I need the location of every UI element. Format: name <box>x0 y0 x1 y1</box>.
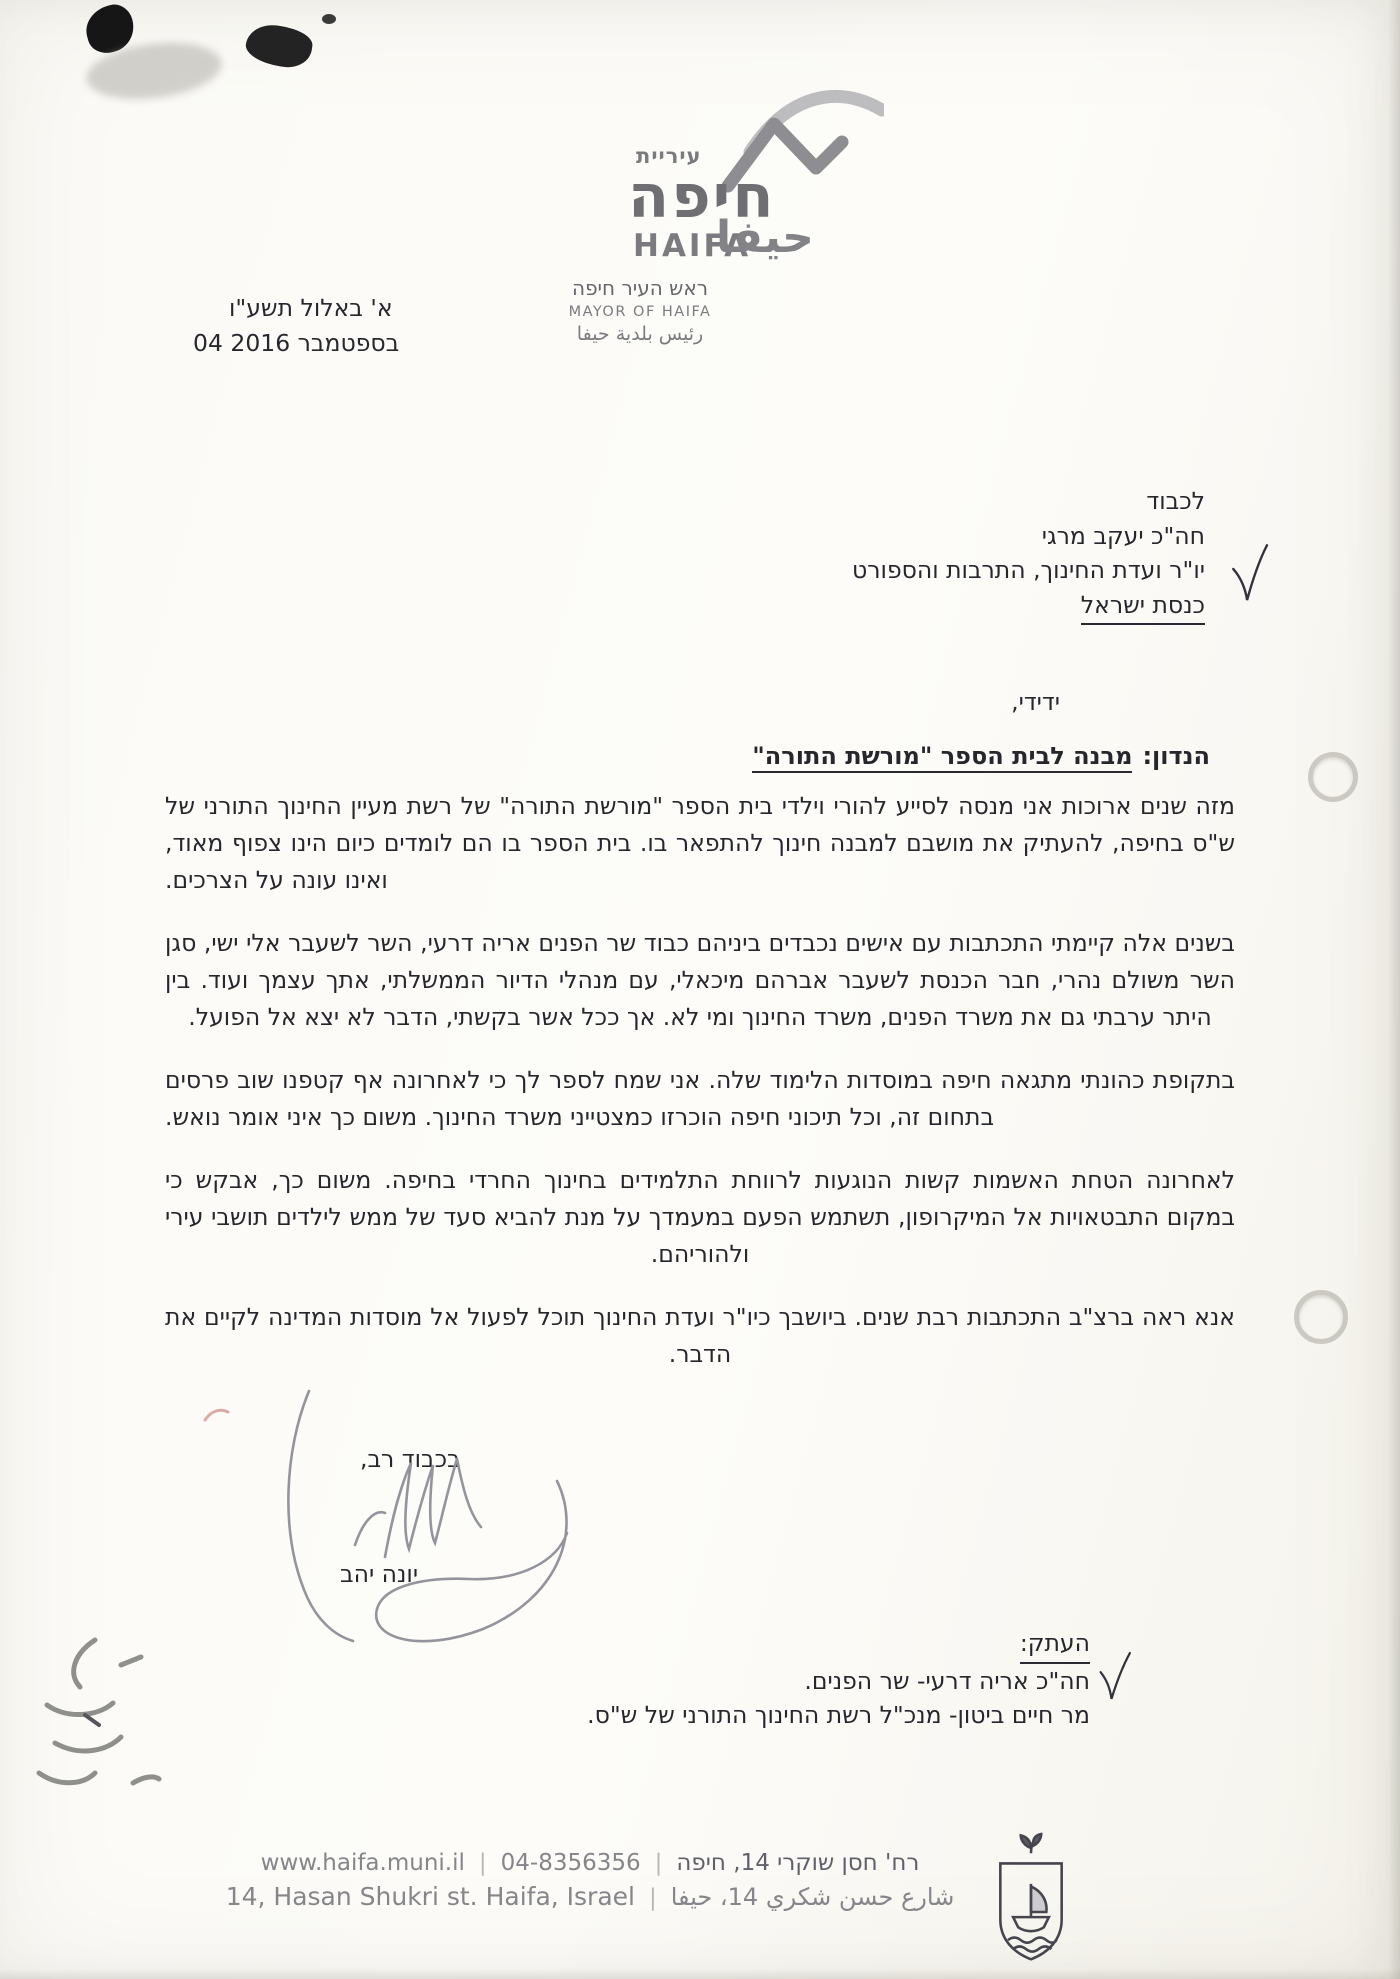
handwritten-signature <box>235 1385 585 1655</box>
copies-item: חה"כ אריה דרעי- שר הפנים. <box>804 1666 1090 1695</box>
hole-punch-mark <box>1294 1290 1348 1344</box>
logo-city-arabic: حيفا <box>716 212 814 263</box>
footer-separator: | <box>478 1850 487 1876</box>
scan-edge-shadow <box>1388 0 1400 1979</box>
red-pen-mark <box>203 1406 231 1424</box>
body-paragraph: בתקופת כהונתי מתגאה חיפה במוסדות הלימוד שלה. אני שמח לספר לך כי לאחרונה אף קטפנו שוב פרסים בתחום זה, וכל תיכוני חיפה הוכרזו כמצטייני משרד החינוך. משום כך איני אומר נואש. <box>165 1066 1235 1131</box>
recipient-name: חה"כ יעקב מרגי <box>1041 521 1205 550</box>
subject-text: מבנה לבית הספר "מורשת התורה" <box>752 742 1132 773</box>
handwritten-checkmark-icon <box>1093 1646 1133 1705</box>
mayor-title-hebrew: ראש העיר חיפה <box>572 276 708 300</box>
footer-address-arabic: شارع حسن شكري 14، حيفا <box>670 1883 955 1911</box>
recipient-salutation: לכבוד <box>1146 487 1205 515</box>
scan-ink-blot <box>244 22 315 71</box>
footer-address-hebrew: רח' חסן שוקרי 14, חיפה <box>676 1850 920 1876</box>
date-hebrew: א' באלול תשע"ו <box>229 294 393 322</box>
footer-website: www.haifa.muni.il <box>260 1850 465 1876</box>
date-block <box>193 291 399 361</box>
haifa-city-emblem <box>985 1828 1077 1973</box>
subject-label: הנדון: <box>1142 742 1210 770</box>
footer-separator: | <box>648 1885 657 1911</box>
signatory-name: יונה יהב <box>340 1560 419 1588</box>
recipient-org: כנסת ישראל <box>1081 588 1205 626</box>
recipient-block <box>852 484 1205 625</box>
logo-city-hebrew: חיפה <box>628 162 776 232</box>
copies-block <box>587 1626 1090 1733</box>
closing-phrase: בכבוד רב, <box>360 1445 461 1473</box>
greeting: ידידי, <box>1011 688 1060 716</box>
footer-address-english: 14, Hasan Shukri st. Haifa, Israel <box>225 1882 635 1911</box>
recipient-title: יו"ר ועדת החינוך, התרבות והספורט <box>852 556 1205 584</box>
handwritten-checkmark-icon <box>1226 539 1271 608</box>
mayor-title-arabic: رئيس بلدية حيفا <box>576 323 704 346</box>
body-paragraph: לאחרונה הטחת האשמות קשות הנוגעות לרווחת התלמידים בחינוך החרדי בחיפה. משום כך, אבקש כי במקום התבטאויות אל המיקרופון, תשתמש הפעם במעמדך על מנת להביא סעד של ממש לילדים תושבי עירי ולהוריהם. <box>165 1166 1235 1268</box>
body-paragraph: אנא ראה ברצ"ב התכתבות רבת שנים. ביושבך כיו"ר ועדת החינוך תוכל לפעול אל מוסדות המדינה לקיים את הדבר. <box>165 1303 1235 1368</box>
scan-edge-shadow <box>0 1969 1400 1979</box>
scan-pencil-marks <box>25 1615 195 1810</box>
copies-label: העתק: <box>1020 1626 1090 1664</box>
copies-item: מר חיים ביטון- מנכ"ל רשת החינוך התורני של ש"ס. <box>587 1701 1090 1729</box>
mayor-title-english: MAYOR OF HAIFA <box>568 304 712 320</box>
footer-block <box>150 1850 1030 1911</box>
subject-line <box>752 742 1210 773</box>
date-gregorian: 04 בספטמבר 2016 <box>193 329 400 357</box>
mayor-title-block <box>540 276 740 347</box>
logo-municipality-word: עיריית <box>636 144 702 168</box>
hole-punch-mark <box>1308 752 1358 802</box>
footer-phone: 04-8356356 <box>500 1850 641 1876</box>
footer-separator: | <box>654 1850 663 1876</box>
letter-body <box>165 788 1235 1399</box>
body-paragraph: בשנים אלה קיימתי התכתבות עם אישים נכבדים ביניהם כבוד שר הפנים אריה דרעי, השר לשעבר אלי ישי, סגן השר משולם נהרי, חבר הכנסת לשעבר אברהם מיכאלי, עם מנהלי הדיור הממשלתי, אתך עצמך ועוד. בין היתר ערבתי גם את משרד הפנים, משרד החינוך ומי לא. אך ככל אשר בקשתי, הדבר לא יצא אל הפועל. <box>165 929 1235 1031</box>
body-paragraph: מזה שנים ארוכות אני מנסה לסייע להורי וילדי בית הספר "מורשת התורה" של רשת מעיין החינוך התורני של ש"ס בחיפה, להעתיק את מושבם למבנה חינוך להתפאר בו. בית הספר בו הם לומדים כיום הינו צפוף מאוד, ואינו עונה על הצרכים. <box>165 792 1235 894</box>
scan-ink-blot <box>322 14 336 24</box>
logo-city-latin: HAIFA <box>633 228 752 264</box>
